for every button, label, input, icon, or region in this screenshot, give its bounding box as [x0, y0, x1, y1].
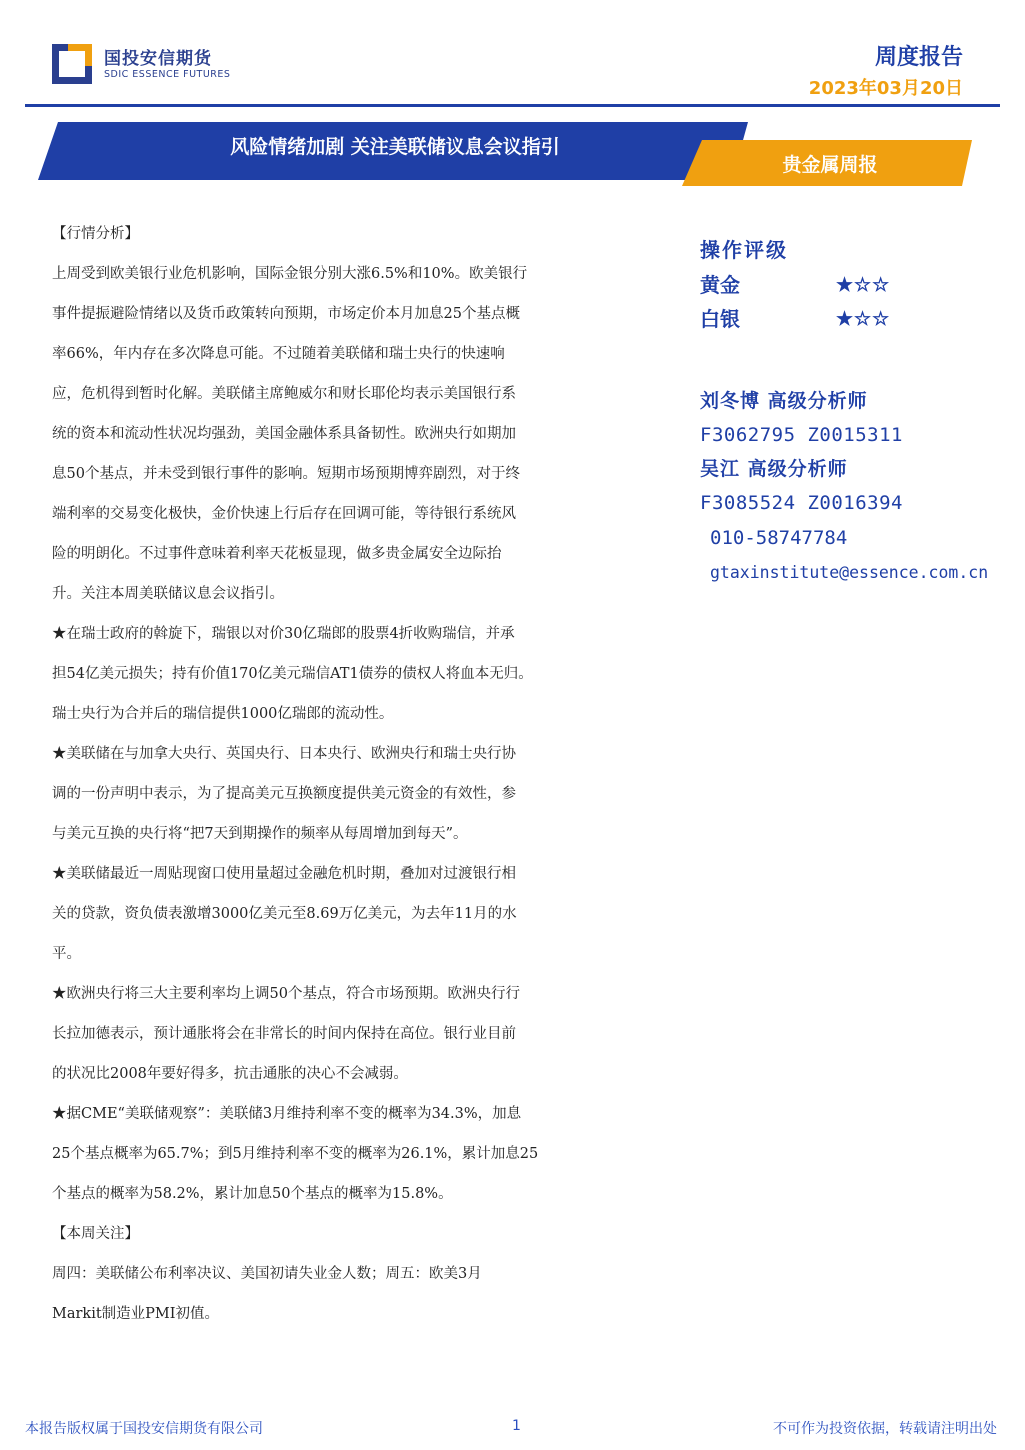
company-logo	[52, 42, 232, 88]
body-text-line: 关的贷款，资负债表激增3000亿美元至8.69万亿美元，为去年11月的水	[52, 906, 517, 922]
rating-label: 黄金	[700, 273, 740, 297]
body-text-line: 瑞士央行为合并后的瑞信提供1000亿瑞郎的流动性。	[52, 706, 394, 722]
body-text-line: 平。	[52, 946, 81, 962]
rating-row-silver	[700, 302, 1020, 336]
rating-row-gold	[700, 268, 1020, 302]
footer-copyright: 本报告版权属于国投安信期货有限公司	[25, 1421, 263, 1437]
body-text-line: 担54亿美元损失；持有价值170亿美元瑞信AT1债券的债权人将血本无归。	[52, 666, 533, 682]
star-rating-icon: ★☆☆	[836, 274, 891, 296]
header-divider	[25, 104, 1000, 107]
body-text-line: 的状况比2008年要好得多，抗击通胀的决心不会减弱。	[52, 1066, 408, 1082]
body-text-line: 息50个基点，并未受到银行事件的影响。短期市场预期博弈剧烈，对于终	[52, 466, 520, 482]
logo-text-cn: 国投安信期货	[104, 49, 212, 69]
body-text-line: 长拉加德表示，预计通胀将会在非常长的时间内保持在高位。银行业目前	[52, 1026, 516, 1042]
contact-phone: 010-58747784	[710, 527, 848, 549]
body-text-line: 调的一份声明中表示，为了提高美元互换额度提供美元资金的有效性，参	[52, 786, 516, 802]
body-text-line: ★据CME“美联储观察”：美联储3月维持利率不变的概率为34.3%，加息	[52, 1106, 522, 1122]
body-text-line: Markit制造业PMI初值。	[52, 1306, 220, 1322]
body-text-line: 【行情分析】	[52, 226, 139, 242]
body-text-line: 端利率的交易变化极快，金价快速上行后存在回调可能，等待银行系统风	[52, 506, 516, 522]
analyst-name: 吴江 高级分析师	[700, 458, 848, 480]
body-text-line: 险的明朗化。不过事件意味着利率天花板显现，做多贵金属安全边际抬	[52, 546, 502, 562]
rating-title: 操作评级	[700, 238, 788, 262]
body-text-line: 25个基点概率为65.7%；到5月维持利率不变的概率为26.1%，累计加息25	[52, 1146, 539, 1162]
body-text-line: 【本周关注】	[52, 1226, 139, 1242]
logo-mark-icon	[52, 44, 92, 84]
body-text-line: 个基点的概率为58.2%，累计加息50个基点的概率为15.8%。	[52, 1186, 453, 1202]
report-date: 2023年03月20日	[808, 78, 963, 99]
body-text-line: 率66%，年内存在多次降息可能。不过随着美联储和瑞士央行的快速响	[52, 346, 505, 362]
body-text-line: 与美元互换的央行将“把7天到期操作的频率从每周增加到每天”。	[52, 826, 468, 842]
body-text-line: 事件提振避险情绪以及货币政策转向预期，市场定价本月加息25个基点概	[52, 306, 520, 322]
analyst-name: 刘冬博 高级分析师	[700, 390, 868, 412]
market-analysis-body	[52, 214, 612, 1334]
analyst-license: F3085524 Z0016394	[700, 492, 903, 514]
rating-label: 白银	[700, 307, 740, 331]
footer-disclaimer: 不可作为投资依据，转载请注明出处	[773, 1421, 997, 1437]
contact-email[interactable]: gtaxinstitute@essence.com.cn	[710, 563, 989, 582]
body-text-line: 应，危机得到暂时化解。美联储主席鲍威尔和财长耶伦均表示美国银行系	[52, 386, 516, 402]
body-text-line: 周四：美联储公布利率决议、美国初请失业金人数；周五：欧美3月	[52, 1266, 482, 1282]
body-text-line: ★在瑞士政府的斡旋下，瑞银以对价30亿瑞郎的股票4折收购瑞信，并承	[52, 626, 515, 642]
body-text-line: 升。关注本周美联储议息会议指引。	[52, 586, 284, 602]
body-text-line: 上周受到欧美银行业危机影响，国际金银分别大涨6.5%和10%。欧美银行	[52, 266, 528, 282]
logo-text-en: SDIC ESSENCE FUTURES	[104, 69, 231, 80]
body-text-line: ★美联储最近一周贴现窗口使用量超过金融危机时期，叠加对过渡银行相	[52, 866, 516, 882]
report-category: 贵金属周报	[782, 154, 878, 176]
report-type: 周度报告	[874, 45, 963, 70]
star-rating-icon: ★☆☆	[836, 308, 891, 330]
body-text-line: ★美联储在与加拿大央行、英国央行、日本央行、欧洲央行和瑞士央行协	[52, 746, 516, 762]
sidebar	[700, 232, 1020, 590]
body-text-line: 统的资本和流动性状况均强劲，美国金融体系具备韧性。欧洲央行如期加	[52, 426, 516, 442]
body-text-line: ★欧洲央行将三大主要利率均上调50个基点，符合市场预期。欧洲央行行	[52, 986, 520, 1002]
analyst-license: F3062795 Z0015311	[700, 424, 903, 446]
report-title: 风险情绪加剧 关注美联储议息会议指引	[230, 136, 560, 158]
page-number: 1	[512, 1418, 521, 1434]
